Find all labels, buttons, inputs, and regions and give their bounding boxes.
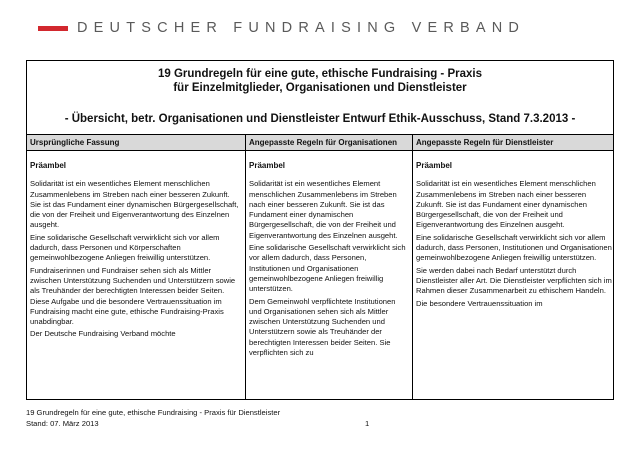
- document-table: [26, 60, 614, 400]
- top-bar: [0, 0, 638, 10]
- section-heading: Präambel: [30, 161, 67, 170]
- footer-title: 19 Grundregeln für eine gute, ethische Fundraising - Praxis für Dienstleister: [26, 408, 281, 417]
- paragraph: Fundraiserinnen und Fundraiser sehen sich als Mittler zwischen Unterstützung Suchenden und Unterstützern sowie als Treuhänder der berechtigten Interessen beider Seiten. Diese Aufgabe und die besondere Vertrauenssituation im Fundraising macht eine gute, ethische Fundraising-Praxis unabdingbar.: [30, 265, 236, 327]
- paragraph: Dem Gemeinwohl verpflichtete Institutionen und Organisationen sehen sich als Mittler zwischen Unterstützung Suchenden und Unterstützern sowie als Treuhänder der berechtigten Interessen beider Seiten. Sie verpflichten sich zu: [249, 296, 396, 358]
- column-header-organisations: Angepasste Regeln für Organisationen: [245, 135, 412, 151]
- brand-header: [38, 17, 525, 39]
- document-title-line1: 19 Grundregeln für eine gute, ethische Fundraising - Praxis: [158, 68, 482, 80]
- brand-logo-bar: [38, 26, 68, 31]
- column-grid: [27, 135, 613, 400]
- document-header: [27, 61, 613, 135]
- paragraph: Sie werden dabei nach Bedarf unterstützt durch Dienstleister aller Art. Die Dienstleister verpflichten sich im Rahmen dieser Zusammenarbeit zu ethischem Handeln.: [416, 265, 612, 296]
- paragraph: Eine solidarische Gesellschaft verwirklicht sich vor allem dadurch, dass Personen, Institutionen und Organisationen gemeinwohlbezogene Anliegen freiwillig unterstützen.: [416, 232, 612, 263]
- section-heading: Präambel: [416, 161, 453, 170]
- paragraph: Solidarität ist ein wesentliches Element menschlichen Zusammenlebens im Streben nach einer besseren Zukunft. Sie ist das Fundament einer dynamischen Bürgergesellschaft, die von der Freiheit und Eigenverantwortung des Einzelnen ausgeht.: [416, 179, 596, 230]
- column-header-original: Ursprüngliche Fassung: [27, 135, 245, 151]
- paragraph: Solidarität ist ein wesentliches Element menschlichen Zusammenlebens im Streben nach einer besseren Zukunft. Sie ist das Fundament einer dynamischen Bürgergesellschaft, die von der Freiheit und Eigenverantwortung des Einzelnen ausgeht.: [249, 179, 398, 240]
- section-heading: Präambel: [249, 161, 286, 170]
- paragraph: Der Deutsche Fundraising Verband möchte: [30, 329, 176, 339]
- column-original: [27, 151, 245, 400]
- page-number: 1: [365, 418, 370, 428]
- paragraph: Eine solidarische Gesellschaft verwirklicht sich vor allem dadurch, dass Personen und Körperschaften gemeinwohlbezogene Anliegen freiwillig unterstützen.: [30, 232, 220, 263]
- column-header-service-providers: Angepasste Regeln für Dienstleister: [412, 135, 614, 151]
- page-footer: [26, 408, 369, 429]
- column-organisations: [245, 151, 412, 400]
- paragraph: Die besondere Vertrauenssituation im: [416, 298, 543, 308]
- footer-date: Stand: 07. März 2013: [26, 418, 99, 428]
- document-title-line2: für Einzelmitglieder, Organisationen und Dienstleister: [173, 82, 467, 94]
- footer-line2: [26, 419, 369, 430]
- document-overview: - Übersicht, betr. Organisationen und Dienstleister Entwurf Ethik-Ausschuss, Stand 7.3.2013 -: [64, 113, 576, 125]
- column-service-providers: [412, 151, 614, 400]
- paragraph: Eine solidarische Gesellschaft verwirklicht sich vor allem dadurch, dass Personen, Institutionen und Organisationen gemeinwohlbezogene Anliegen freiwillig unterstützen.: [249, 243, 406, 294]
- brand-name: DEUTSCHER FUNDRAISING VERBAND: [77, 20, 526, 36]
- paragraph: Solidarität ist ein wesentliches Element menschlichen Zusammenlebens im Streben nach einer besseren Zukunft. Sie ist das Fundament einer dynamischen Bürgergesellschaft, die von der Freiheit und Eigenverantwortung des Einzelnen ausgeht.: [30, 179, 239, 230]
